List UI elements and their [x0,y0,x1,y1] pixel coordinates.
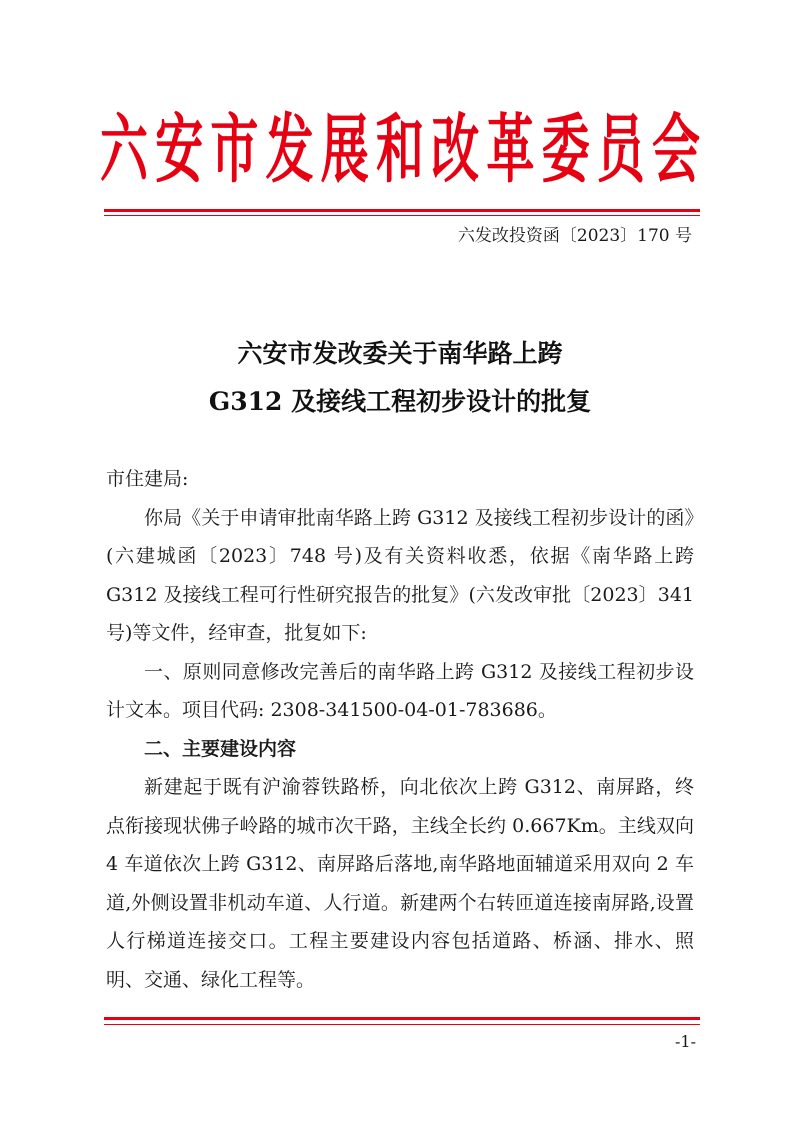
section-heading-2: 二、主要建设内容 [144,737,297,760]
body-paragraph-1: 你局《关于申请审批南华路上跨 G312 及接线工程初步设计的函》(六建城函〔2023〕748 号)及有关资料收悉，依据《南华路上跨 G312 及接线工程可行性研究报告的批复》(六发改审批〔2023〕341 号)等文件，经审查，批复如下: [106,506,694,644]
document-title-line-2: G312 及接线工程初步设计的批复 [208,387,592,416]
document-number: 六发改投资函〔2023〕170 号 [457,226,692,246]
footer-divider-thin [104,1024,700,1025]
footer-divider-thick [104,1017,700,1020]
masthead-divider-thin [104,215,700,216]
agency-masthead: 六安市发展和改革委员会 [100,106,700,194]
page-number: -1- [675,1032,696,1051]
document-body [106,460,694,999]
document-title-line-1: 六安市发改委关于南华路上跨 [237,339,563,368]
body-paragraph-3: 新建起于既有沪渝蓉铁路桥，向北依次上跨 G312、南屏路，终点衔接现状佛子岭路的城市次干路，主线全长约 0.667Km。主线双向 4 车道依次上跨 G312、南屏路后落地,南华路地面辅道采用双向 2 车道,外侧设置非机动车道、人行道。新建两个右转匝道连接南屏路,设置人行梯道连接交口。工程主要建设内容包括道路、桥涵、排水、照明、交通、绿化工程等。 [106,776,694,991]
masthead-divider-thick [104,209,700,212]
body-paragraph-2: 一、原则同意修改完善后的南华路上跨 G312 及接线工程初步设计文本。项目代码: 2308-341500-04-01-783686。 [106,660,694,721]
addressee: 市住建局: [106,468,189,490]
